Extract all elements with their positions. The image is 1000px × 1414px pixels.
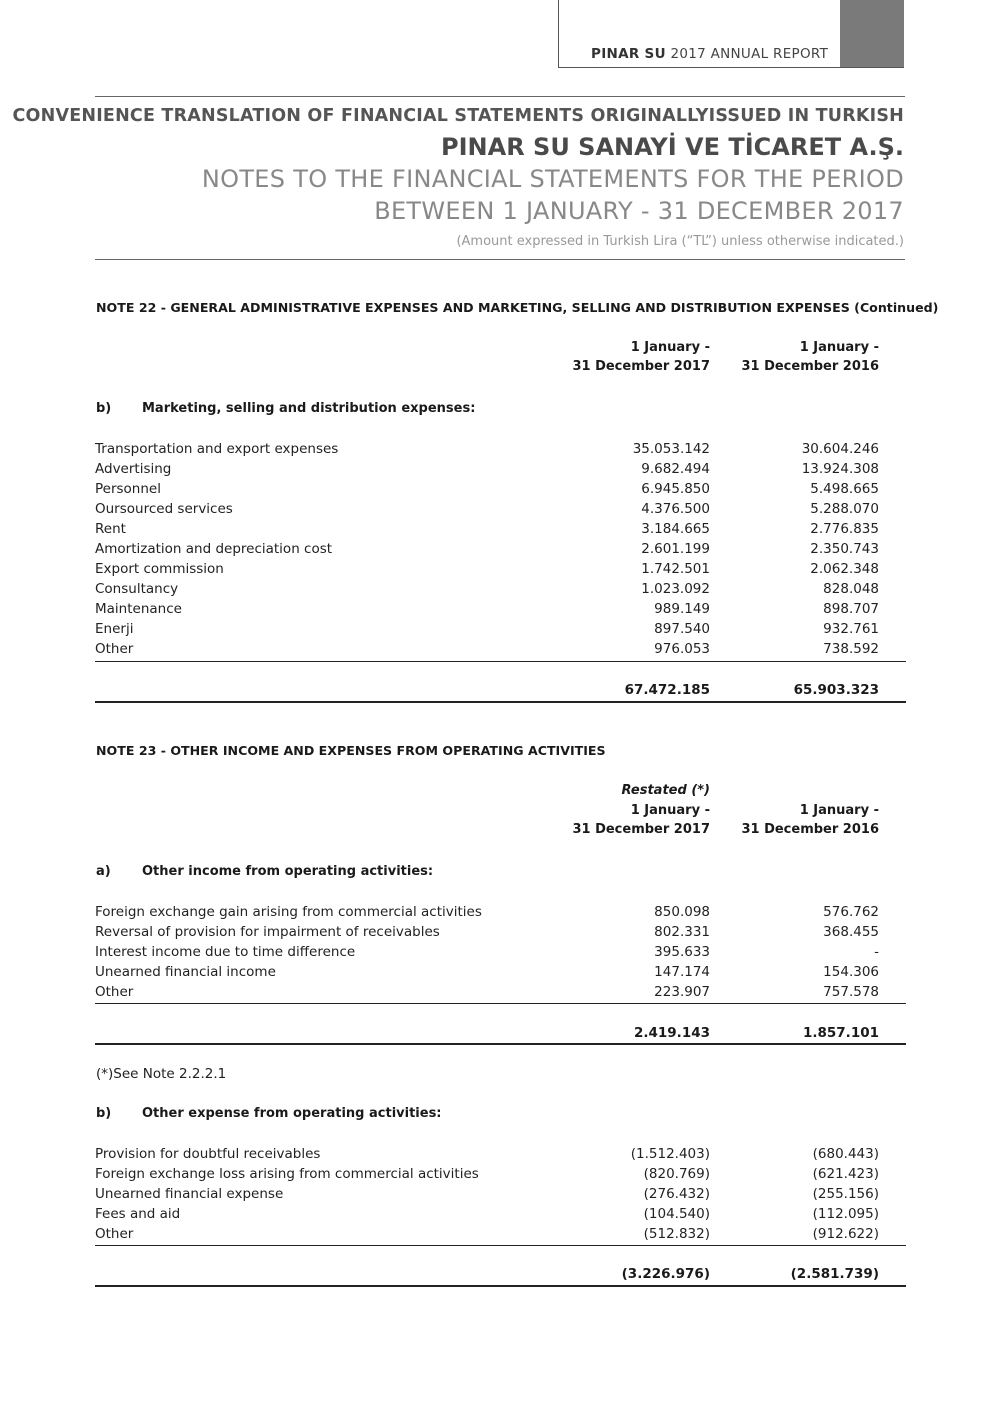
subtotal-rule [95, 1003, 906, 1004]
table-row: Fees and aid (104.540) (112.095) [95, 1206, 879, 1222]
table-row: Other (512.832) (912.622) [95, 1226, 879, 1242]
period-title: BETWEEN 1 JANUARY - 31 DECEMBER 2017 [374, 197, 904, 225]
note-22-title: NOTE 22 - GENERAL ADMINISTRATIVE EXPENSES AND MARKETING, SELLING AND DISTRIBUTION EXPENSES (Continued) [96, 300, 939, 315]
currency-note: (Amount expressed in Turkish Lira (“TL”) unless otherwise indicated.) [456, 234, 904, 249]
table-row: Oursourced services 4.376.500 5.288.070 [95, 501, 879, 517]
note-23-title: NOTE 23 - OTHER INCOME AND EXPENSES FROM OPERATING ACTIVITIES [96, 743, 606, 758]
header-rule-bottom [95, 259, 905, 260]
notes-title: NOTES TO THE FINANCIAL STATEMENTS FOR THE PERIOD [201, 165, 904, 193]
subtotal-rule [95, 661, 906, 662]
table-row: Amortization and depreciation cost 2.601.199 2.350.743 [95, 541, 879, 557]
company-name: PINAR SU SANAYİ VE TİCARET A.Ş. [441, 133, 904, 161]
table-row: Personnel 6.945.850 5.498.665 [95, 481, 879, 497]
table-row: Other 223.907 757.578 [95, 984, 879, 1000]
page-number: 111 [840, 0, 904, 67]
note23-section-a: a) Other income from operating activities: [96, 864, 434, 879]
table-row: Consultancy 1.023.092 828.048 [95, 581, 879, 597]
table-row: Maintenance 989.149 898.707 [95, 601, 879, 617]
table-row: Unearned financial expense (276.432) (255.156) [95, 1186, 879, 1202]
table-row: Foreign exchange gain arising from commercial activities 850.098 576.762 [95, 904, 879, 920]
note22-total-row: 67.472.185 65.903.323 [624, 682, 879, 698]
note23-expense-total-row: (3.226.976) (2.581.739) [621, 1266, 879, 1282]
table-row: Enerji 897.540 932.761 [95, 621, 879, 637]
note23-col2-header: 1 January - 31 December 2016 [741, 803, 879, 837]
restated-label: Restated (*) [621, 783, 710, 798]
subtotal-rule [95, 1245, 906, 1246]
table-row: Unearned financial income 147.174 154.306 [95, 964, 879, 980]
table-row: Advertising 9.682.494 13.924.308 [95, 461, 879, 477]
footnote: (*)See Note 2.2.2.1 [96, 1066, 227, 1082]
report-header-tab [558, 0, 904, 105]
note23-col1-header: 1 January - 31 December 2017 [572, 803, 710, 837]
note22-col2-header: 1 January - 31 December 2016 [741, 340, 879, 374]
translation-notice: CONVENIENCE TRANSLATION OF FINANCIAL STATEMENTS ORIGINALLYISSUED IN TURKISH [12, 106, 904, 126]
table-row: Rent 3.184.665 2.776.835 [95, 521, 879, 537]
table-row: Provision for doubtful receivables (1.512.403) (680.443) [95, 1146, 879, 1162]
note22-col1-header: 1 January - 31 December 2017 [572, 340, 710, 374]
table-row: Foreign exchange loss arising from commercial activities (820.769) (621.423) [95, 1166, 879, 1182]
total-rule [95, 701, 906, 703]
table-row: Reversal of provision for impairment of receivables 802.331 368.455 [95, 924, 879, 940]
table-row: Transportation and export expenses 35.053.142 30.604.246 [95, 441, 879, 457]
total-rule [95, 1285, 906, 1287]
note23-section-b: b) Other expense from operating activities: [96, 1106, 442, 1121]
note22-section-b: b) Marketing, selling and distribution expenses: [96, 401, 476, 416]
report-title: PINAR SU 2017 ANNUAL REPORT [591, 46, 829, 62]
table-row: Export commission 1.742.501 2.062.348 [95, 561, 879, 577]
note23-income-total-row: 2.419.143 1.857.101 [633, 1025, 879, 1041]
total-rule [95, 1043, 906, 1045]
table-row: Interest income due to time difference 395.633 - [95, 944, 879, 960]
header-rule-top [95, 96, 905, 97]
table-row: Other 976.053 738.592 [95, 641, 879, 657]
